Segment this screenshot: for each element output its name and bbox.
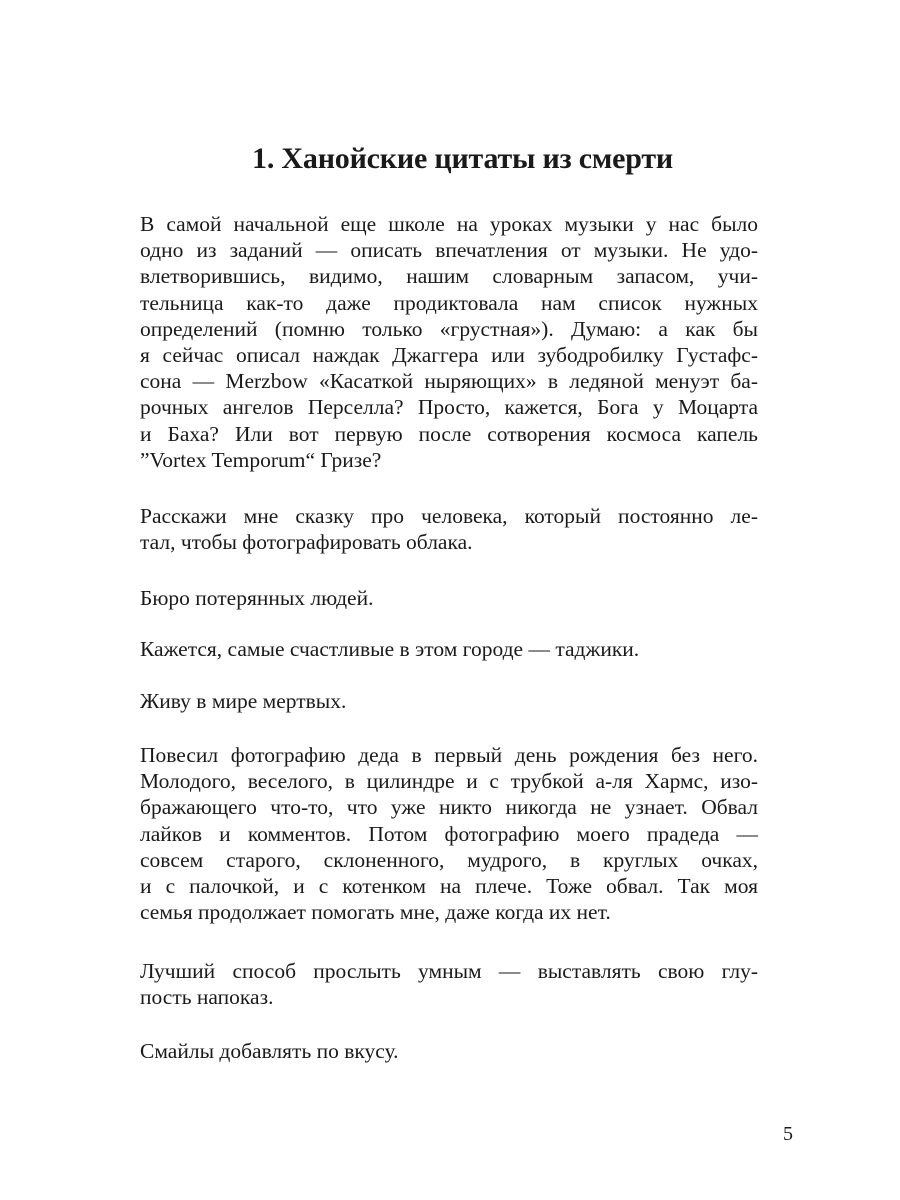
text-line: Живу в мире мертвых. (140, 689, 347, 713)
text-line: пость напоказ. (140, 985, 274, 1010)
text-line: Лучший способ прослыть умным — выставлять свою глу- (140, 959, 758, 983)
paragraph (140, 211, 758, 473)
text-line: В самой начальной еще школе на уроках музыки у нас было (140, 212, 758, 236)
text-line: влетворившись, видимо, нашим словарным запасом, учи- (140, 264, 758, 289)
text-line: сона — Merzbow «Касаткой ныряющих» в ледяной менуэт ба- (140, 369, 758, 394)
text-line: Повесил фотографию деда в первый день рождения без него. (140, 743, 758, 767)
text-line: тельница как-то даже продиктовала нам список нужных (140, 290, 758, 315)
paragraph (140, 636, 758, 662)
text-line: я сейчас описал наждак Джаггера или зубодробилку Густафс- (140, 342, 758, 367)
text-line: ”Vortex Temporum“ Гризе? (140, 447, 382, 472)
text-line: и с палочкой, и с котенком на плече. Тоже обвал. Так моя (140, 873, 758, 898)
text-line: Расскажи мне сказку про человека, который постоянно ле- (140, 504, 758, 528)
text-line: тал, чтобы фотографировать облака. (140, 530, 473, 555)
text-line: семья продолжает помогать мне, даже когда их нет. (140, 900, 611, 925)
text-line: Кажется, самые счастливые в этом городе — таджики. (140, 637, 640, 661)
text-line: лайков и комментов. Потом фотографию моего прадеда — (140, 821, 758, 846)
text-line: совсем старого, склоненного, мудрого, в круглых очках, (140, 847, 758, 872)
paragraph (140, 585, 758, 611)
paragraph (140, 742, 758, 925)
paragraph (140, 1038, 758, 1064)
text-line: Молодого, веселого, в цилиндре и с трубкой а-ля Хармс, изо- (140, 769, 758, 794)
page-number: 5 (783, 1123, 793, 1145)
text-line: Смайлы добавлять по вкусу. (140, 1039, 399, 1063)
paragraph (140, 503, 758, 555)
paragraph (140, 688, 758, 714)
text-line: Бюро потерянных людей. (140, 586, 374, 610)
text-line: определений (помню только «грустная»). Думаю: а как бы (140, 316, 758, 341)
paragraph (140, 958, 758, 1010)
text-line: бражающего что-то, что уже никто никогда не узнает. Обвал (140, 795, 758, 820)
text-line: одно из заданий — описать впечатления от музыки. Не удо- (140, 238, 758, 263)
text-line: и Баха? Или вот первую после сотворения космоса капель (140, 421, 758, 446)
text-line: рочных ангелов Перселла? Просто, кажется, Бога у Моцарта (140, 395, 758, 420)
chapter-title: 1. Ханойские цитаты из смерти (252, 142, 673, 175)
